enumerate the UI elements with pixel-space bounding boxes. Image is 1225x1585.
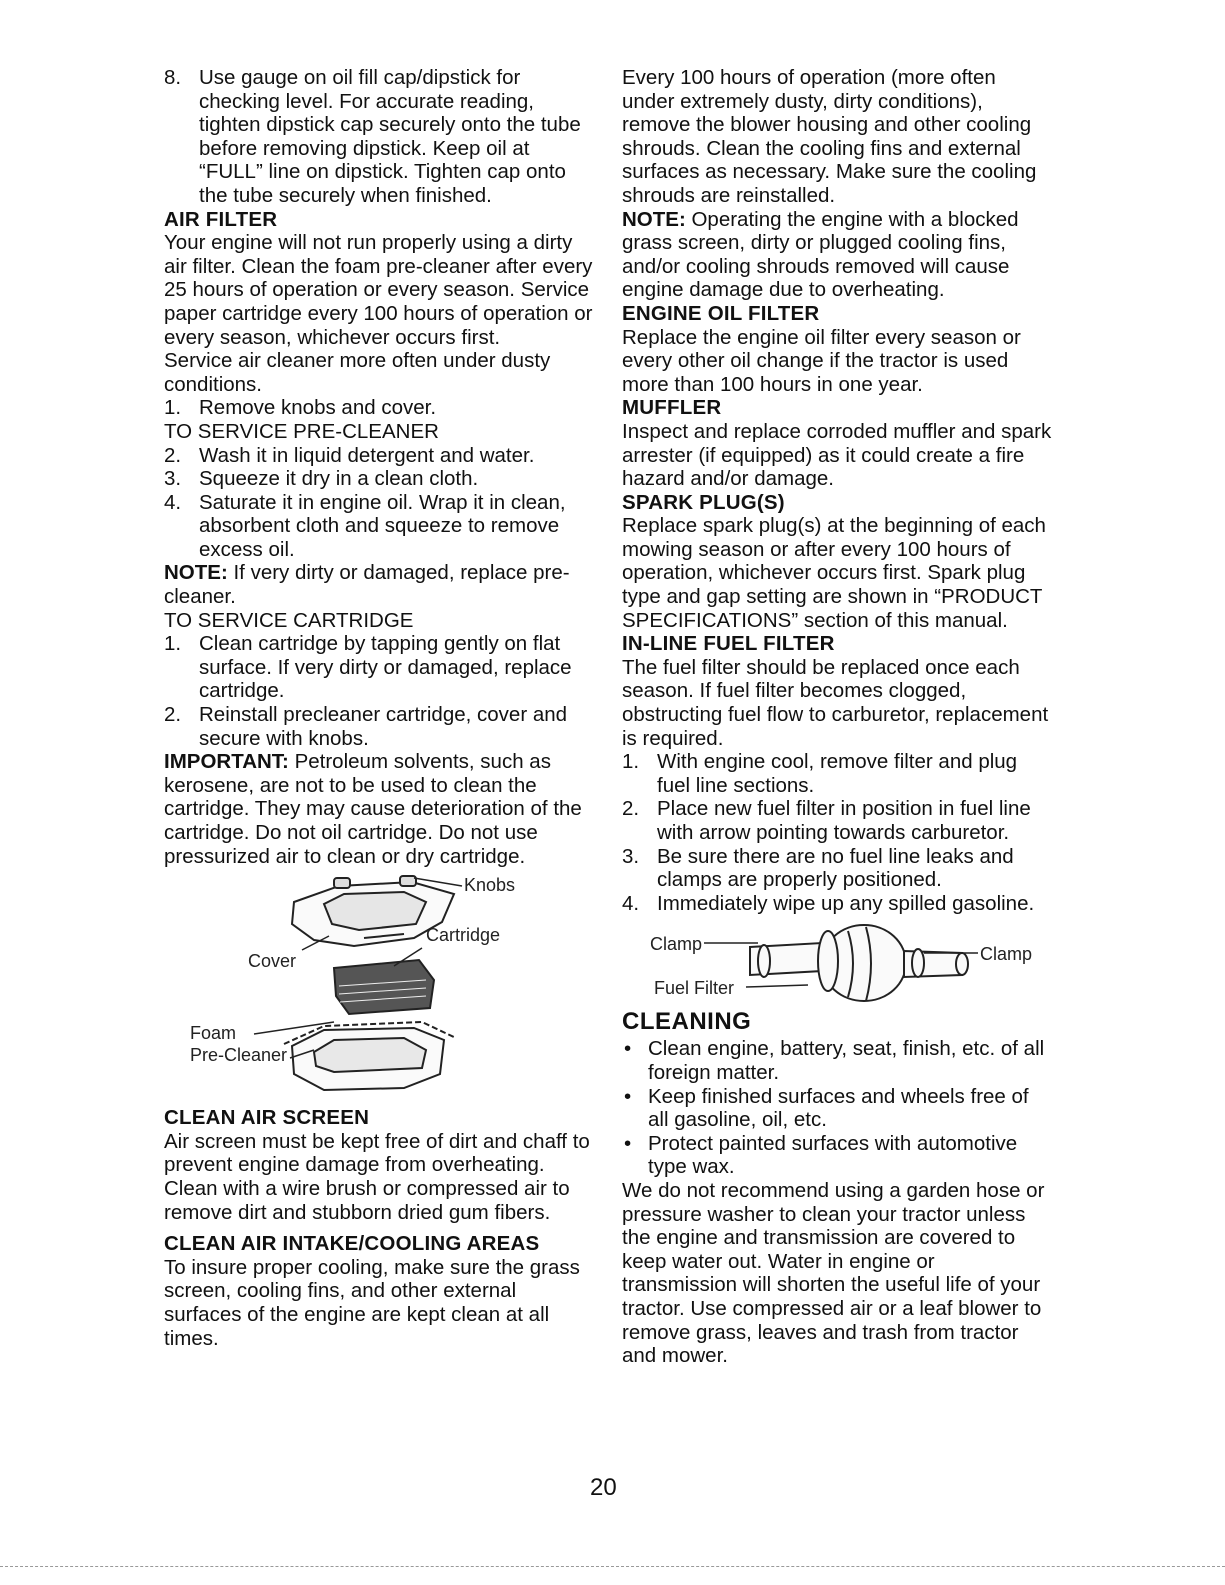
- bullet-text: Protect painted surfaces with automotive type wax.: [648, 1131, 1018, 1179]
- foam-label: Foam: [190, 1023, 237, 1044]
- fuel-filter-steps: [622, 750, 1052, 915]
- air-filter-figure: [164, 868, 596, 1106]
- bullet-icon: •: [624, 1131, 632, 1155]
- list-number: 4.: [164, 490, 182, 514]
- list-text: Place new fuel filter in position in fuel line with arrow pointing towards carburetor.: [657, 797, 1031, 844]
- list-item: [622, 1085, 1052, 1132]
- list-number: 4.: [622, 891, 640, 915]
- clean-air-screen-paragraph: Air screen must be kept free of dirt and chaff to prevent engine damage from overheating. Clean with a wire brush or compressed air to remove dirt and stubborn dried gum fibers.: [164, 1129, 590, 1224]
- remove-cover-list: [164, 396, 596, 420]
- fuel-filter-figure: [622, 915, 1052, 1007]
- right-column: [622, 66, 1052, 1368]
- important-label: IMPORTANT:: [164, 750, 289, 774]
- air-filter-paragraph: Your engine will not run properly using a dirty air filter. Clean the foam pre-cleaner after every 25 hours of operation or every season. Service paper cartridge every 100 hours of operation or every season, whichever occurs first.: [164, 231, 593, 349]
- clean-intake-heading: CLEAN AIR INTAKE/COOLING AREAS: [164, 1232, 540, 1256]
- list-number: 2.: [622, 797, 640, 821]
- note-label: NOTE:: [622, 207, 686, 231]
- note-text: If very dirty or damaged, replace pre-cleaner.: [164, 561, 570, 609]
- list-item: [164, 396, 596, 420]
- list-item: [164, 66, 596, 208]
- clean-air-screen-heading: CLEAN AIR SCREEN: [164, 1106, 370, 1130]
- list-number: 3.: [622, 844, 640, 868]
- list-number: 1.: [622, 750, 640, 774]
- base-shape: [284, 1022, 456, 1090]
- list-number: 2.: [164, 443, 182, 467]
- cartridge-shape: [334, 960, 434, 1014]
- knobs-label: Knobs: [464, 875, 516, 896]
- list-item: [622, 750, 1052, 797]
- note-label: NOTE:: [164, 561, 228, 585]
- list-number: 2.: [164, 703, 182, 727]
- clamp-left-shape: [758, 945, 770, 977]
- list-number: 1.: [164, 632, 182, 656]
- fuel-filter-paragraph: The fuel filter should be replaced once each season. If fuel filter becomes clogged, obstructing fuel flow to carburetor, replacement is required.: [622, 655, 1049, 750]
- list-text: Remove knobs and cover.: [199, 396, 437, 420]
- list-text: Wash it in liquid detergent and water.: [199, 443, 535, 467]
- important-paragraph: [164, 750, 596, 868]
- air-filter-dusty-paragraph: Service air cleaner more often under dusty conditions.: [164, 349, 551, 396]
- cleaning-bullets: [622, 1037, 1052, 1179]
- page-number: 20: [590, 1474, 617, 1501]
- list-text: Use gauge on oil fill cap/dipstick for checking level. For accurate reading, tighten dipstick cap securely onto the tube before removing dipstick. Keep oil at “FULL” line on dipstick. Tighten cap onto the tube securely when finished.: [199, 66, 581, 207]
- clamp-left-label: Clamp: [650, 934, 703, 955]
- bullet-icon: •: [624, 1037, 632, 1061]
- list-text: Be sure there are no fuel line leaks and clamps are properly positioned.: [657, 844, 1014, 892]
- list-item: [164, 703, 596, 750]
- engine-oil-filter-paragraph: Replace the engine oil filter every season or every other oil change if the tractor is used more than 100 hours in one year.: [622, 325, 1021, 396]
- list-text: Reinstall precleaner cartridge, cover and secure with knobs.: [199, 703, 568, 750]
- list-item: [622, 892, 1052, 916]
- muffler-heading: MUFFLER: [622, 396, 722, 420]
- clean-intake-paragraph: To insure proper cooling, make sure the grass screen, cooling fins, and other external surfaces of the engine are kept clean at all times.: [164, 1255, 580, 1350]
- bullet-icon: •: [624, 1084, 632, 1108]
- cover-label: Cover: [248, 951, 297, 972]
- spark-plugs-paragraph: Replace spark plug(s) at the beginning of each mowing season or after every 100 hours of operation, whichever occurs first. Spark plug type and gap setting are shown in “PRODUCT SPECIFICATIONS” section of this manual.: [622, 514, 1046, 632]
- pre-cleaner-subheading: TO SERVICE PRE-CLEANER: [164, 419, 439, 443]
- list-item: [164, 491, 596, 562]
- list-item: [622, 845, 1052, 892]
- pre-cleaner-steps: [164, 444, 596, 562]
- clamp-right-shape: [912, 949, 924, 977]
- clamp-right-label: Clamp: [980, 944, 1033, 965]
- list-item: [622, 797, 1052, 844]
- list-text: Squeeze it dry in a clean cloth.: [199, 467, 479, 491]
- cleaning-heading: CLEANING: [622, 1008, 752, 1036]
- cartridge-subheading: TO SERVICE CARTRIDGE: [164, 608, 414, 632]
- bullet-text: Keep finished surfaces and wheels free of all gasoline, oil, etc.: [648, 1084, 1029, 1132]
- list-text: Clean cartridge by tapping gently on flat surface. If very dirty or damaged, replace cartridge.: [199, 632, 572, 703]
- bullet-text: Clean engine, battery, seat, finish, etc. of all foreign matter.: [648, 1037, 1045, 1084]
- pre-cleaner-note: [164, 561, 596, 608]
- list-number: 8.: [164, 66, 182, 89]
- list-item: [164, 467, 596, 491]
- note-text: Operating the engine with a blocked grass screen, dirty or plugged cooling fins, and/or cooling shrouds removed will cause engine damage due to overheating.: [622, 207, 1019, 302]
- list-item: [622, 1037, 1052, 1084]
- bottom-divider: [0, 1566, 1225, 1567]
- cooling-note: [622, 208, 1052, 302]
- list-text: With engine cool, remove filter and plug fuel line sections.: [657, 750, 1018, 797]
- fuel-filter-label: Fuel Filter: [654, 978, 735, 999]
- oil-check-list: [164, 66, 596, 208]
- air-filter-heading: AIR FILTER: [164, 207, 278, 231]
- list-item: [622, 1132, 1052, 1179]
- list-text: Saturate it in engine oil. Wrap it in clean, absorbent cloth and squeeze to remove excess oil.: [199, 490, 566, 561]
- muffler-paragraph: Inspect and replace corroded muffler and spark arrester (if equipped) as it could create a fire hazard and/or damage.: [622, 419, 1052, 491]
- left-column: [164, 66, 596, 1350]
- air-filter-illustration: [164, 868, 596, 1106]
- cleaning-paragraph: We do not recommend using a garden hose or pressure washer to clean your tractor unless the engine and transmission are covered to keep water out. Water in engine or transmission will shorten the useful life of your tractor. Use compressed air or a leaf blower to remove grass, leaves and trash from tractor and mower.: [622, 1178, 1045, 1368]
- cooling-paragraph: Every 100 hours of operation (more often under extremely dusty, dirty conditions), remove the blower housing and other cooling shrouds. Clean the cooling fins and external surfaces as necessary. Make sure the cooling shrouds are reinstalled.: [622, 66, 1037, 207]
- list-number: 3.: [164, 467, 182, 491]
- cartridge-steps: [164, 632, 596, 750]
- pre-cleaner-label: Pre-Cleaner: [190, 1045, 288, 1066]
- list-number: 1.: [164, 396, 182, 420]
- list-item: [164, 632, 596, 703]
- spark-plugs-heading: SPARK PLUG(S): [622, 490, 785, 514]
- engine-oil-filter-heading: ENGINE OIL FILTER: [622, 301, 820, 325]
- fuel-filter-heading: IN-LINE FUEL FILTER: [622, 632, 835, 656]
- important-text: Petroleum solvents, such as kerosene, are not to be used to clean the cartridge. They may cause deterioration of the cartridge. Do not oil cartridge. Do not use pressurized air to clean or dry cartridge.: [164, 750, 582, 868]
- list-text: Immediately wipe up any spilled gasoline.: [657, 891, 1035, 915]
- list-item: [164, 444, 596, 468]
- cartridge-label: Cartridge: [426, 925, 501, 946]
